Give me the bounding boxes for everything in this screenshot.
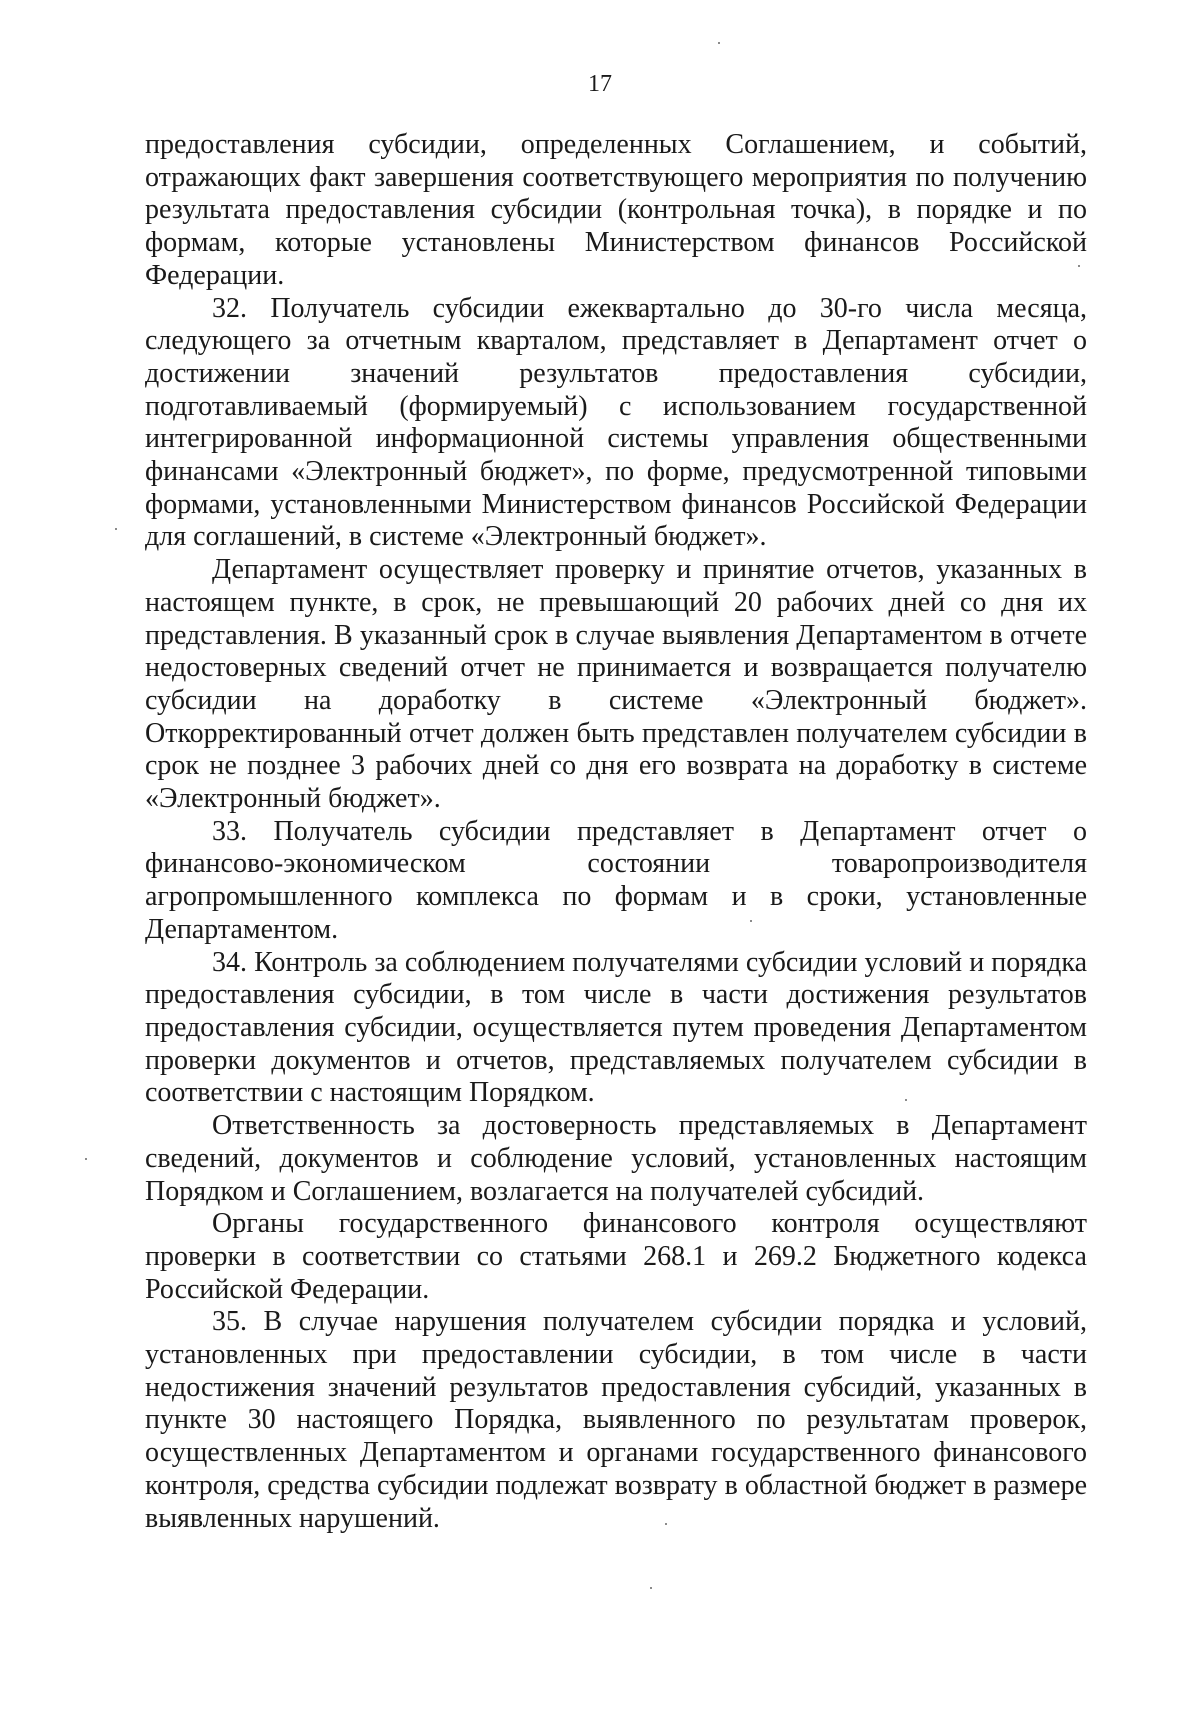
- scan-speck: [1078, 265, 1080, 267]
- scan-speck: [85, 1158, 87, 1160]
- paragraph-report-review: Департамент осуществляет проверку и принятие отчетов, указанных в настоящем пункте, в срок, не превышающий 20 рабочих дней со дня их представления. В указанный срок в случае выявления Департаментом в отчете недостоверных сведений отчет не принимается и возвращается получателю субсидии на доработку в системе «Электронный бюджет». Откорректированный отчет должен быть представлен получателем субсидии в срок не позднее 3 рабочих дней со дня его возврата на доработку в системе «Электронный бюджет».: [145, 554, 1087, 815]
- page-number: 17: [588, 71, 612, 97]
- paragraph-clause-32: 32. Получатель субсидии ежеквартально до 30-го числа месяца, следующего за отчетным кварталом, представляет в Департамент отчет о достижении значений результатов предоставления субсидии, подготавливаемый (формируемый) с использованием государственной интегрированной информационной системы управления общественными финансами «Электронный бюджет», по форме, предусмотренной типовыми формами, установленными Министерством финансов Российской Федерации для соглашений, в системе «Электронный бюджет».: [145, 292, 1087, 553]
- scan-speck: [115, 528, 117, 530]
- paragraph-responsibility: Ответственность за достоверность представляемых в Департамент сведений, документов и соблюдение условий, установленных настоящим Порядком и Соглашением, возлагается на получателей субсидий.: [145, 1110, 1087, 1207]
- paragraph-clause-33: 33. Получатель субсидии представляет в Департамент отчет о финансово-экономическом состоянии товаропроизводителя агропромышленного комплекса по формам и в сроки, установленные Департаментом.: [145, 815, 1087, 945]
- paragraph-continuation: предоставления субсидии, определенных Соглашением, и событий, отражающих факт завершения соответствующего мероприятия по получению результата предоставления субсидии (контрольная точка), в порядке и по формам, которые установлены Министерством финансов Российской Федерации.: [145, 129, 1087, 291]
- paragraph-clause-35: 35. В случае нарушения получателем субсидии порядка и условий, установленных при предоставлении субсидии, в том числе в части недостижения значений результатов предоставления субсидий, указанных в пункте 30 настоящего Порядка, выявленного по результатам проверок, осуществленных Департаментом и органами государственного финансового контроля, средства субсидии подлежат возврату в областной бюджет в размере выявленных нарушений.: [145, 1306, 1087, 1534]
- paragraph-clause-34: 34. Контроль за соблюдением получателями субсидии условий и порядка предоставления субсидии, в том числе в части достижения результатов предоставления субсидии, осуществляется путем проведения Департаментом проверки документов и отчетов, представляемых получателем субсидии в соответствии с настоящим Порядком.: [145, 946, 1087, 1109]
- document-body: [145, 129, 1087, 1535]
- scan-speck: [905, 1099, 907, 1101]
- scan-speck: [718, 42, 720, 44]
- paragraph-financial-control: Органы государственного финансового контроля осуществляют проверки в соответствии со статьями 268.1 и 269.2 Бюджетного кодекса Российской Федерации.: [145, 1208, 1087, 1305]
- scan-speck: [665, 1523, 667, 1525]
- scan-speck: [650, 1587, 652, 1589]
- scan-speck: [750, 920, 752, 922]
